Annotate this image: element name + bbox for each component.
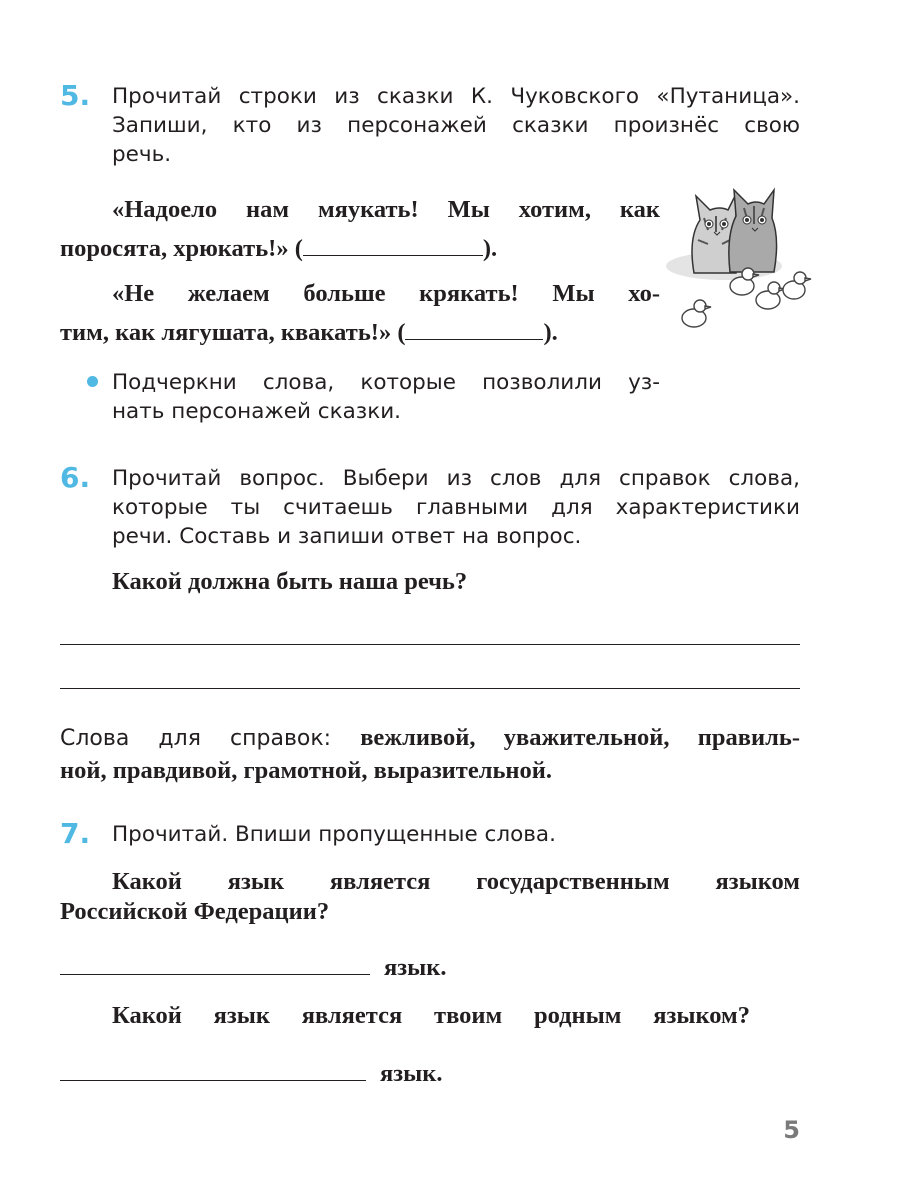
task-6-instruction-line: Прочитай вопрос. Выбери из слов для справок слова, (112, 466, 800, 491)
quote-2-text: тим, как лягушата, квакать!» ( (60, 319, 406, 346)
bullet-icon (87, 376, 98, 387)
answer-line-1[interactable] (60, 644, 800, 645)
task-7-question-1-line-1: Какой язык является государственным языком (112, 868, 800, 895)
task-5-instruction (112, 82, 800, 169)
answer-blank-2[interactable] (405, 321, 543, 340)
task-6-instruction (112, 464, 800, 551)
bullet-line: Подчеркни слова, которые позволили уз- (112, 370, 660, 395)
task-7-instruction: Прочитай. Впиши пропущенные слова. (112, 822, 556, 847)
quote-1-text: поросята, хрюкать!» ( (60, 235, 303, 262)
task-5-number: 5. (60, 79, 91, 112)
answer-1-suffix: язык. (384, 954, 447, 981)
answer-blank-3[interactable] (60, 974, 370, 975)
helper-label: Слова для справок: (60, 726, 332, 751)
quote-1-close: ). (482, 235, 498, 262)
page-number: 5 (783, 1116, 800, 1144)
helper-line-1 (60, 722, 800, 755)
task-5-instruction-line: речь. (112, 142, 172, 167)
helper-words: вежливой, уважительной, правиль- (360, 724, 800, 751)
task-7-question-1-line-2: Российской Федерации? (60, 898, 330, 925)
task-6-instruction-line: которые ты считаешь главными для характеристики (112, 495, 800, 520)
cats-and-ducklings-illustration (664, 178, 814, 338)
quote-2-line-1: «Не желаем больше крякать! Мы хо- (112, 280, 660, 307)
task-6-question: Какой должна быть наша речь? (112, 568, 468, 595)
answer-2-suffix: язык. (380, 1060, 443, 1087)
helper-words-block (60, 722, 800, 787)
task-6-number: 6. (60, 461, 91, 494)
task-6-instruction-line: речи. Составь и запиши ответ на вопрос. (112, 524, 582, 549)
quote-1-line-2 (60, 235, 497, 263)
task-7-number: 7. (60, 817, 91, 850)
answer-blank-4[interactable] (60, 1080, 366, 1081)
task-5-instruction-line: Прочитай строки из сказки К. Чуковского «Путаница». (112, 84, 800, 109)
helper-words-line-2: ной, правдивой, грамотной, выразительной. (60, 757, 553, 784)
quote-2-line-2 (60, 319, 558, 347)
answer-line-2[interactable] (60, 688, 800, 689)
answer-blank-1[interactable] (303, 237, 483, 256)
bullet-line: нать персонажей сказки. (112, 399, 402, 424)
task-7-question-2: Какой язык является твоим родным языком? (112, 1002, 750, 1029)
task-5-instruction-line: Запиши, кто из персонажей сказки произнёс свою (112, 113, 800, 138)
quote-2-close: ). (543, 319, 558, 346)
quote-1-line-1: «Надоело нам мяукать! Мы хотим, как (112, 196, 660, 223)
task-5-bullet-text (112, 368, 660, 426)
